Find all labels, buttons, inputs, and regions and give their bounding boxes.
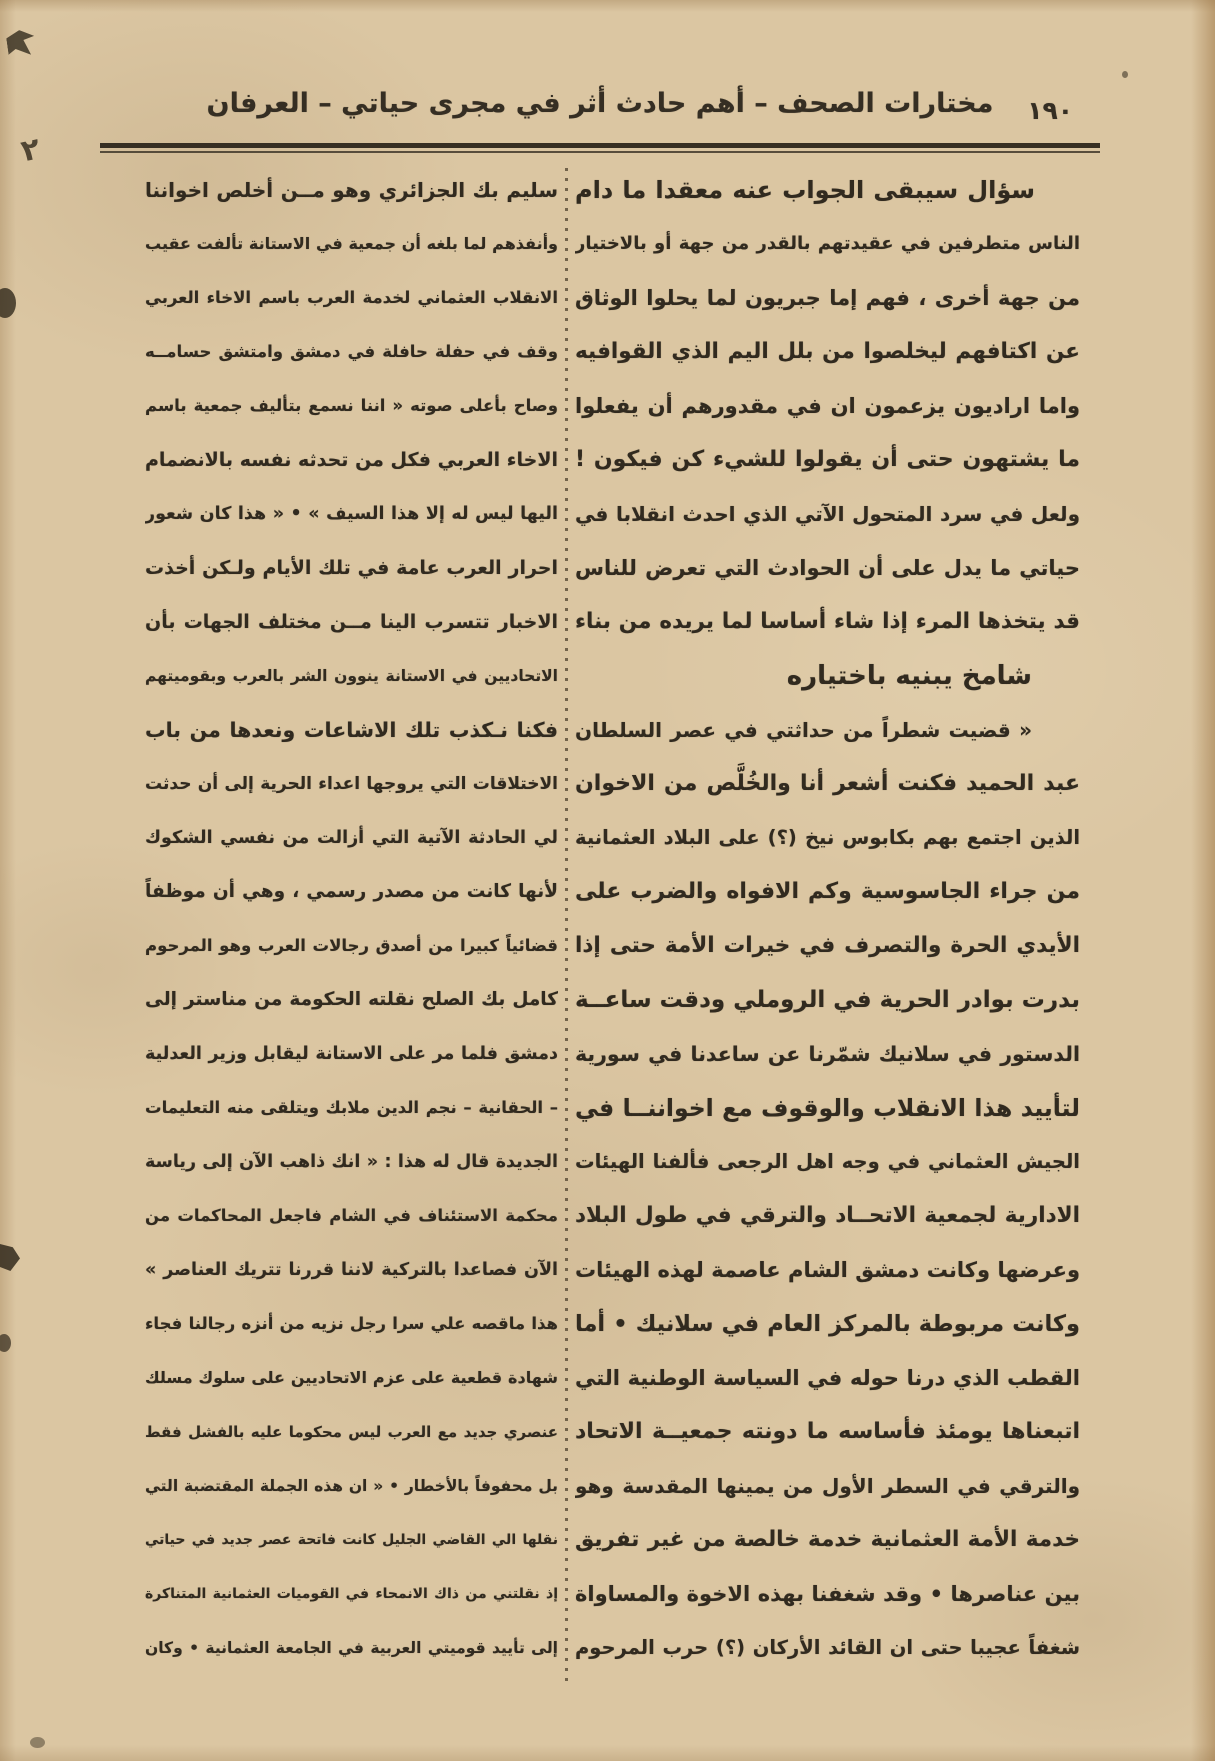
text-line: لأنها كانت من مصدر رسمي ، وهي أن موظفاً [145, 881, 558, 902]
text-line: بدرت بوادر الحرية في الروملي ودقت ساعــة [575, 987, 1080, 1013]
text-line: حياتي ما يدل على أن الحوادث التي تعرض للناس [575, 556, 1080, 580]
text-line: الاختلاقات التي يروجها اعداء الحرية إلى أن حدثت [145, 774, 558, 794]
text-line: ما يشتهون حتى أن يقولوا للشيء كن فيكون ! [575, 447, 1080, 472]
text-line: الذين اجتمع بهم بكابوس نيخ (؟) على البلاد العثمانية [575, 826, 1080, 849]
text-line: احرار العرب عامة في تلك الأيام ولـكن أخذت [145, 557, 558, 579]
text-line: ولعل في سرد المتحول الآتي الذي احدث انقلابا في [575, 502, 1080, 526]
page-edge-top-shadow [0, 0, 1215, 12]
text-line: فكنا نـكذب تلك الاشاعات ونعدها من باب [145, 718, 558, 742]
text-line: لي الحادثة الآتية التي أزالت من نفسي الشكوك [145, 828, 558, 848]
page-edge-bottom-shadow [0, 1745, 1215, 1761]
text-line: وكانت مربوطة بالمركز العام في سلانيك • أما [575, 1311, 1080, 1337]
text-line: « قضيت شطراً من حداثتي في عصر السلطان [575, 718, 1032, 742]
text-line: اتبعناها يومئذ فأساسه ما دونته جمعيــة الاتحاد [575, 1419, 1080, 1444]
text-line: بل محفوفاً بالأخطار • « ان هذه الجملة المقتضبة التي [145, 1477, 558, 1495]
text-line: عن اكتافهم ليخلصوا من بلل اليم الذي القوافيه [575, 339, 1080, 364]
text-line: الجديدة قال له هذا : « انك ذاهب الآن إلى رياسة [145, 1152, 558, 1172]
running-header-title: مختارات الصحف – أهم حادث أثر في مجرى حياتي – العرفان [206, 88, 994, 119]
text-line: الاتحاديين في الاستانة ينوون الشر بالعرب وبقوميتهم [145, 667, 558, 685]
text-line: الآن فصاعدا بالتركية لاننا قررنا تتريك العناصر » [145, 1260, 558, 1280]
text-line: وعرضها وكانت دمشق الشام عاصمة لهذه الهيئات [575, 1258, 1080, 1282]
text-line: الدستور في سلانيك شمّرنا عن ساعدنا في سورية [575, 1042, 1080, 1066]
ink-smudge [0, 1334, 11, 1352]
text-line: الادارية لجمعية الاتحــاد والترقي في طول البلاد [575, 1203, 1080, 1228]
text-line: الانقلاب العثماني لخدمة العرب باسم الاخاء العربي [145, 288, 558, 307]
column-left [145, 163, 558, 1675]
page-number: ١٩٠ [1027, 96, 1073, 125]
page-edge-right-shadow [1191, 0, 1215, 1761]
text-line: عبد الحميد فكنت أشعر أنا والخُلَّص من الاخوان [575, 771, 1080, 796]
text-line: وأنفذهم لما بلغه أن جمعية في الاستانة تألفت عقيب [145, 234, 558, 253]
text-line: لتأييد هذا الانقلاب والوقوف مع اخواننــا في [575, 1094, 1080, 1122]
text-line: الجيش العثماني في وجه اهل الرجعى فألفنا الهيئات [575, 1150, 1080, 1173]
text-line: كامل بك الصلح نقلته الحكومة من مناستر إلى [145, 989, 558, 1010]
ink-smudge [30, 1737, 45, 1748]
text-line: قضائياً كبيرا من أصدق رجالات العرب وهو المرحوم [145, 936, 558, 955]
text-line: من جهة أخرى ، فهم إما جبريون لما يحلوا الوثاق [575, 286, 1080, 310]
text-line: سؤال سيبقى الجواب عنه معقدا ما دام [575, 176, 1035, 204]
text-line: واما اراديون يزعمون ان في مقدورهم أن يفعلوا [575, 394, 1080, 418]
text-line: دمشق فلما مر على الاستانة ليقابل وزير العدلية [145, 1044, 558, 1064]
text-line: الاخبار تتسرب الينا مــن مختلف الجهات بأن [145, 611, 558, 633]
text-line: والترقي في السطر الأول من يمينها المقدسة وهو [575, 1474, 1080, 1498]
text-line: – الحقانية – نجم الدين ملابك ويتلقى منه التعليمات [145, 1098, 558, 1117]
ink-smudge [0, 1243, 20, 1271]
text-line: إذ نقلتني من ذاك الانمحاء في القوميات العثمانية المتناكرة [145, 1586, 558, 1602]
text-line: سليم بك الجزائري وهو مــن أخلص اخواننا [145, 178, 558, 202]
text-line: شغفاً عجيبا حتى ان القائد الأركان (؟) حرب المرحوم [575, 1636, 1080, 1659]
text-line: هذا ماقصه علي سرا رجل نزيه من أنزه رجالنا فجاء [145, 1314, 558, 1333]
text-line: شهادة قطعية على عزم الاتحاديين على سلوك مسلك [145, 1368, 558, 1387]
header-double-rule [100, 143, 1100, 154]
ink-smudge-corner [5, 28, 36, 58]
text-line: الأيدي الحرة والتصرف في خيرات الأمة حتى إذا [575, 933, 1080, 958]
column-divider-dotted [565, 168, 568, 1688]
text-line: وصاح بأعلى صوته « اننا نسمع بتأليف جمعية باسم [145, 396, 558, 415]
text-line: محكمة الاستئناف في الشام فاجعل المحاكمات من [145, 1206, 558, 1225]
text-line: بين عناصرها • وقد شغفنا بهذه الاخوة والمساواة [575, 1582, 1080, 1606]
text-line: اليها ليس له إلا هذا السيف » • « هذا كان شعور [145, 504, 558, 524]
column-right [575, 163, 1080, 1675]
text-line: من جراء الجاسوسية وكم الافواه والضرب على [575, 879, 1080, 904]
text-line: وقف في حفلة حافلة في دمشق وامتشق حسامــه [145, 342, 558, 361]
ink-speck [1122, 71, 1128, 78]
ink-smudge [0, 288, 16, 318]
margin-ink-mark: ٢ [18, 131, 44, 170]
text-line: الاخاء العربي فكل من تحدثه نفسه بالانضمام [145, 449, 558, 471]
text-line: الناس متطرفين في عقيدتهم بالقدر من جهة أو بالاختيار [575, 233, 1080, 254]
text-line: خدمة الأمة العثمانية خدمة خالصة من غير تفريق [575, 1527, 1080, 1552]
text-line: نقلها الي القاضي الجليل كانت فاتحة عصر جديد في حياتي [145, 1532, 558, 1548]
text-line: عنصري جديد مع العرب ليس محكوما عليه بالفشل فقط [145, 1423, 558, 1441]
text-line: القطب الذي درنا حوله في السياسة الوطنية التي [575, 1366, 1080, 1390]
text-line: قد يتخذها المرء إذا شاء أساسا لما يريده من بناء [575, 609, 1080, 634]
page-edge-left-shadow [0, 0, 16, 1761]
text-line: إلى تأييد قوميتي العربية في الجامعة العثمانية • وكان [145, 1639, 558, 1657]
text-line: شامخ يبنيه باختياره [786, 661, 1032, 691]
